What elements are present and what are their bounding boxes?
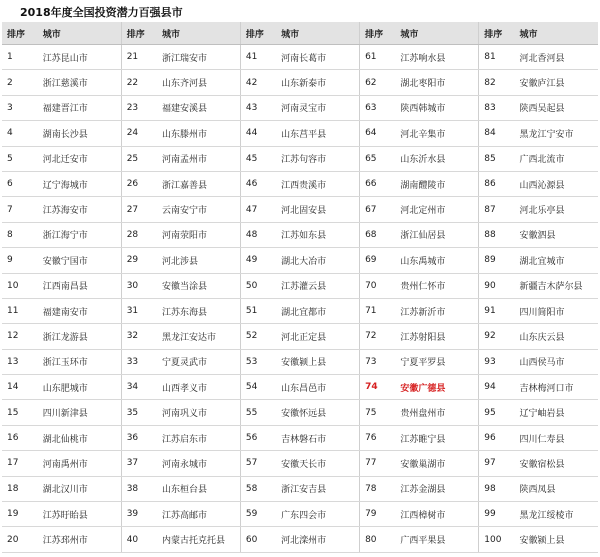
table-row <box>2 400 598 425</box>
highlighted-city-cell: 安徽广德县 <box>395 375 478 400</box>
rank-cell: 86 <box>479 171 515 196</box>
city-cell: 山东昌邑市 <box>276 375 359 400</box>
table-row <box>2 273 598 298</box>
city-cell: 安徽天长市 <box>276 451 359 476</box>
city-cell: 山东滕州市 <box>157 121 240 146</box>
rank-cell: 23 <box>121 95 157 120</box>
city-cell: 湖北大冶市 <box>276 248 359 273</box>
city-cell: 江苏灌云县 <box>276 273 359 298</box>
city-cell: 河北乐亭县 <box>515 197 599 222</box>
city-cell: 湖南长沙县 <box>38 121 121 146</box>
city-cell: 河北辛集市 <box>395 121 478 146</box>
city-cell: 山东桓台县 <box>157 476 240 501</box>
city-cell: 山东齐河县 <box>157 70 240 95</box>
city-cell: 江苏新沂市 <box>395 298 478 323</box>
rank-cell: 13 <box>2 349 38 374</box>
city-cell: 江苏启东市 <box>157 425 240 450</box>
rank-cell: 25 <box>121 146 157 171</box>
table-row <box>2 527 598 552</box>
table-header-row <box>2 22 598 45</box>
rank-cell: 93 <box>479 349 515 374</box>
city-cell: 山东庆云县 <box>515 324 599 349</box>
rank-cell: 8 <box>2 222 38 247</box>
rank-cell: 49 <box>240 248 276 273</box>
city-cell: 湖北仙桃市 <box>38 425 121 450</box>
rank-cell: 46 <box>240 171 276 196</box>
city-cell: 广西北流市 <box>515 146 599 171</box>
rank-cell: 22 <box>121 70 157 95</box>
city-cell: 吉林磐石市 <box>276 425 359 450</box>
city-cell: 江西樟树市 <box>395 502 478 527</box>
rank-cell: 56 <box>240 425 276 450</box>
rank-cell: 75 <box>360 400 396 425</box>
city-cell: 山东沂水县 <box>395 146 478 171</box>
rank-cell: 45 <box>240 146 276 171</box>
header-rank: 排序 <box>121 22 157 45</box>
city-cell: 河南孟州市 <box>157 146 240 171</box>
city-cell: 湖北宜都市 <box>276 298 359 323</box>
table-row <box>2 298 598 323</box>
table-row <box>2 121 598 146</box>
rank-cell: 88 <box>479 222 515 247</box>
rank-cell: 72 <box>360 324 396 349</box>
city-cell: 江苏昆山市 <box>38 45 121 70</box>
rank-cell: 90 <box>479 273 515 298</box>
city-cell: 江苏射阳县 <box>395 324 478 349</box>
city-cell: 山东新泰市 <box>276 70 359 95</box>
city-cell: 贵州仁怀市 <box>395 273 478 298</box>
rank-cell: 100 <box>479 527 515 552</box>
rank-cell: 96 <box>479 425 515 450</box>
city-cell: 黑龙江安达市 <box>157 324 240 349</box>
rank-cell: 52 <box>240 324 276 349</box>
city-cell: 江苏金湖县 <box>395 476 478 501</box>
rank-cell: 79 <box>360 502 396 527</box>
city-cell: 江苏句容市 <box>276 146 359 171</box>
header-city: 城市 <box>157 22 240 45</box>
city-cell: 江苏盱眙县 <box>38 502 121 527</box>
page-title: 2018年度全国投资潜力百强县市 <box>20 6 183 19</box>
rank-cell: 71 <box>360 298 396 323</box>
header-rank: 排序 <box>479 22 515 45</box>
rank-cell: 58 <box>240 476 276 501</box>
city-cell: 黑龙江绥棱市 <box>515 502 599 527</box>
header-rank: 排序 <box>240 22 276 45</box>
table-row <box>2 171 598 196</box>
city-cell: 河南灵宝市 <box>276 95 359 120</box>
rank-cell: 53 <box>240 349 276 374</box>
city-cell: 辽宁岫岩县 <box>515 400 599 425</box>
header-rank: 排序 <box>2 22 38 45</box>
rank-cell: 66 <box>360 171 396 196</box>
city-cell: 江苏海安市 <box>38 197 121 222</box>
city-cell: 河南永城市 <box>157 451 240 476</box>
city-cell: 宁夏平罗县 <box>395 349 478 374</box>
rank-cell: 20 <box>2 527 38 552</box>
city-cell: 四川新津县 <box>38 400 121 425</box>
rank-cell: 40 <box>121 527 157 552</box>
rank-cell: 7 <box>2 197 38 222</box>
city-cell: 浙江海宁市 <box>38 222 121 247</box>
rank-cell: 26 <box>121 171 157 196</box>
table-body <box>2 45 598 553</box>
highlighted-rank-cell: 74 <box>360 375 396 400</box>
rank-cell: 47 <box>240 197 276 222</box>
city-cell: 湖北汉川市 <box>38 476 121 501</box>
city-cell: 江西南昌县 <box>38 273 121 298</box>
rank-cell: 35 <box>121 400 157 425</box>
rank-cell: 81 <box>479 45 515 70</box>
city-cell: 山东禹城市 <box>395 248 478 273</box>
city-cell: 山东莒平县 <box>276 121 359 146</box>
city-cell: 河北香河县 <box>515 45 599 70</box>
table-row <box>2 45 598 70</box>
rank-cell: 36 <box>121 425 157 450</box>
city-cell: 山东肥城市 <box>38 375 121 400</box>
rank-cell: 82 <box>479 70 515 95</box>
table-row <box>2 146 598 171</box>
rank-cell: 94 <box>479 375 515 400</box>
rank-cell: 39 <box>121 502 157 527</box>
city-cell: 山西孝义市 <box>157 375 240 400</box>
city-cell: 江苏如东县 <box>276 222 359 247</box>
city-cell: 广西平果县 <box>395 527 478 552</box>
city-cell: 新疆吉木萨尔县 <box>515 273 599 298</box>
city-cell: 浙江仙居县 <box>395 222 478 247</box>
rank-cell: 89 <box>479 248 515 273</box>
city-cell: 河北迁安市 <box>38 146 121 171</box>
header-city: 城市 <box>276 22 359 45</box>
city-cell: 四川仁寿县 <box>515 425 599 450</box>
rank-cell: 17 <box>2 451 38 476</box>
rank-cell: 80 <box>360 527 396 552</box>
city-cell: 河北正定县 <box>276 324 359 349</box>
table-row <box>2 375 598 400</box>
city-cell: 安徽庐江县 <box>515 70 599 95</box>
rank-cell: 95 <box>479 400 515 425</box>
rank-cell: 37 <box>121 451 157 476</box>
rank-cell: 63 <box>360 95 396 120</box>
city-cell: 浙江安吉县 <box>276 476 359 501</box>
ranking-table <box>2 22 598 553</box>
rank-cell: 19 <box>2 502 38 527</box>
city-cell: 贵州盘州市 <box>395 400 478 425</box>
city-cell: 河北固安县 <box>276 197 359 222</box>
table-row <box>2 425 598 450</box>
rank-cell: 5 <box>2 146 38 171</box>
rank-cell: 10 <box>2 273 38 298</box>
rank-cell: 78 <box>360 476 396 501</box>
rank-cell: 57 <box>240 451 276 476</box>
rank-cell: 68 <box>360 222 396 247</box>
city-cell: 安徽宿松县 <box>515 451 599 476</box>
city-cell: 浙江龙游县 <box>38 324 121 349</box>
city-cell: 河南荥阳市 <box>157 222 240 247</box>
city-cell: 辽宁海城市 <box>38 171 121 196</box>
rank-cell: 64 <box>360 121 396 146</box>
city-cell: 湖北宜城市 <box>515 248 599 273</box>
rank-cell: 59 <box>240 502 276 527</box>
city-cell: 吉林梅河口市 <box>515 375 599 400</box>
rank-cell: 67 <box>360 197 396 222</box>
city-cell: 内蒙古托克托县 <box>157 527 240 552</box>
rank-cell: 61 <box>360 45 396 70</box>
rank-cell: 54 <box>240 375 276 400</box>
rank-cell: 97 <box>479 451 515 476</box>
city-cell: 浙江嘉善县 <box>157 171 240 196</box>
city-cell: 江苏东海县 <box>157 298 240 323</box>
rank-cell: 32 <box>121 324 157 349</box>
rank-cell: 24 <box>121 121 157 146</box>
table-row <box>2 248 598 273</box>
rank-cell: 44 <box>240 121 276 146</box>
rank-cell: 85 <box>479 146 515 171</box>
city-cell: 江苏邳州市 <box>38 527 121 552</box>
rank-cell: 84 <box>479 121 515 146</box>
rank-cell: 60 <box>240 527 276 552</box>
rank-cell: 34 <box>121 375 157 400</box>
city-cell: 江苏响水县 <box>395 45 478 70</box>
city-cell: 河北涉县 <box>157 248 240 273</box>
city-cell: 安徽颍上县 <box>515 527 599 552</box>
rank-cell: 1 <box>2 45 38 70</box>
city-cell: 山西侯马市 <box>515 349 599 374</box>
rank-cell: 70 <box>360 273 396 298</box>
rank-cell: 31 <box>121 298 157 323</box>
rank-cell: 21 <box>121 45 157 70</box>
rank-cell: 48 <box>240 222 276 247</box>
city-cell: 安徽巢湖市 <box>395 451 478 476</box>
rank-cell: 65 <box>360 146 396 171</box>
rank-cell: 55 <box>240 400 276 425</box>
rank-cell: 4 <box>2 121 38 146</box>
city-cell: 安徽颍上县 <box>276 349 359 374</box>
city-cell: 河南巩义市 <box>157 400 240 425</box>
city-cell: 福建晋江市 <box>38 95 121 120</box>
city-cell: 安徽当涂县 <box>157 273 240 298</box>
table-row <box>2 324 598 349</box>
rank-cell: 98 <box>479 476 515 501</box>
rank-cell: 91 <box>479 298 515 323</box>
header-city: 城市 <box>515 22 599 45</box>
rank-cell: 76 <box>360 425 396 450</box>
table-row <box>2 476 598 501</box>
city-cell: 陕西韩城市 <box>395 95 478 120</box>
header-city: 城市 <box>38 22 121 45</box>
rank-cell: 42 <box>240 70 276 95</box>
rank-cell: 15 <box>2 400 38 425</box>
rank-cell: 18 <box>2 476 38 501</box>
rank-cell: 73 <box>360 349 396 374</box>
city-cell: 湖北枣阳市 <box>395 70 478 95</box>
rank-cell: 77 <box>360 451 396 476</box>
rank-cell: 2 <box>2 70 38 95</box>
city-cell: 黑龙江宁安市 <box>515 121 599 146</box>
rank-cell: 33 <box>121 349 157 374</box>
table-row <box>2 222 598 247</box>
rank-cell: 38 <box>121 476 157 501</box>
city-cell: 四川简阳市 <box>515 298 599 323</box>
rank-cell: 29 <box>121 248 157 273</box>
table-row <box>2 502 598 527</box>
city-cell: 江苏睢宁县 <box>395 425 478 450</box>
rank-cell: 50 <box>240 273 276 298</box>
rank-cell: 41 <box>240 45 276 70</box>
city-cell: 浙江玉环市 <box>38 349 121 374</box>
city-cell: 河北滦州市 <box>276 527 359 552</box>
city-cell: 陕西凤县 <box>515 476 599 501</box>
header-city: 城市 <box>395 22 478 45</box>
rank-cell: 99 <box>479 502 515 527</box>
header-rank: 排序 <box>360 22 396 45</box>
rank-cell: 51 <box>240 298 276 323</box>
table-row <box>2 349 598 374</box>
rank-cell: 30 <box>121 273 157 298</box>
rank-cell: 11 <box>2 298 38 323</box>
city-cell: 福建安溪县 <box>157 95 240 120</box>
city-cell: 广东四会市 <box>276 502 359 527</box>
city-cell: 浙江瑞安市 <box>157 45 240 70</box>
rank-cell: 27 <box>121 197 157 222</box>
city-cell: 安徽泗县 <box>515 222 599 247</box>
rank-cell: 92 <box>479 324 515 349</box>
rank-cell: 62 <box>360 70 396 95</box>
rank-cell: 16 <box>2 425 38 450</box>
city-cell: 河北定州市 <box>395 197 478 222</box>
city-cell: 河南禹州市 <box>38 451 121 476</box>
city-cell: 福建南安市 <box>38 298 121 323</box>
city-cell: 河南长葛市 <box>276 45 359 70</box>
city-cell: 宁夏灵武市 <box>157 349 240 374</box>
rank-cell: 28 <box>121 222 157 247</box>
city-cell: 云南安宁市 <box>157 197 240 222</box>
rank-cell: 6 <box>2 171 38 196</box>
rank-cell: 43 <box>240 95 276 120</box>
table-row <box>2 70 598 95</box>
city-cell: 江西贵溪市 <box>276 171 359 196</box>
table-row <box>2 95 598 120</box>
city-cell: 江苏高邮市 <box>157 502 240 527</box>
rank-cell: 69 <box>360 248 396 273</box>
rank-cell: 9 <box>2 248 38 273</box>
city-cell: 安徽宁国市 <box>38 248 121 273</box>
rank-cell: 3 <box>2 95 38 120</box>
rank-cell: 14 <box>2 375 38 400</box>
city-cell: 安徽怀远县 <box>276 400 359 425</box>
table-row <box>2 451 598 476</box>
city-cell: 浙江慈溪市 <box>38 70 121 95</box>
city-cell: 山西沁源县 <box>515 171 599 196</box>
table-row <box>2 197 598 222</box>
rank-cell: 87 <box>479 197 515 222</box>
rank-cell: 12 <box>2 324 38 349</box>
rank-cell: 83 <box>479 95 515 120</box>
city-cell: 陕西吴起县 <box>515 95 599 120</box>
city-cell: 湖南醴陵市 <box>395 171 478 196</box>
